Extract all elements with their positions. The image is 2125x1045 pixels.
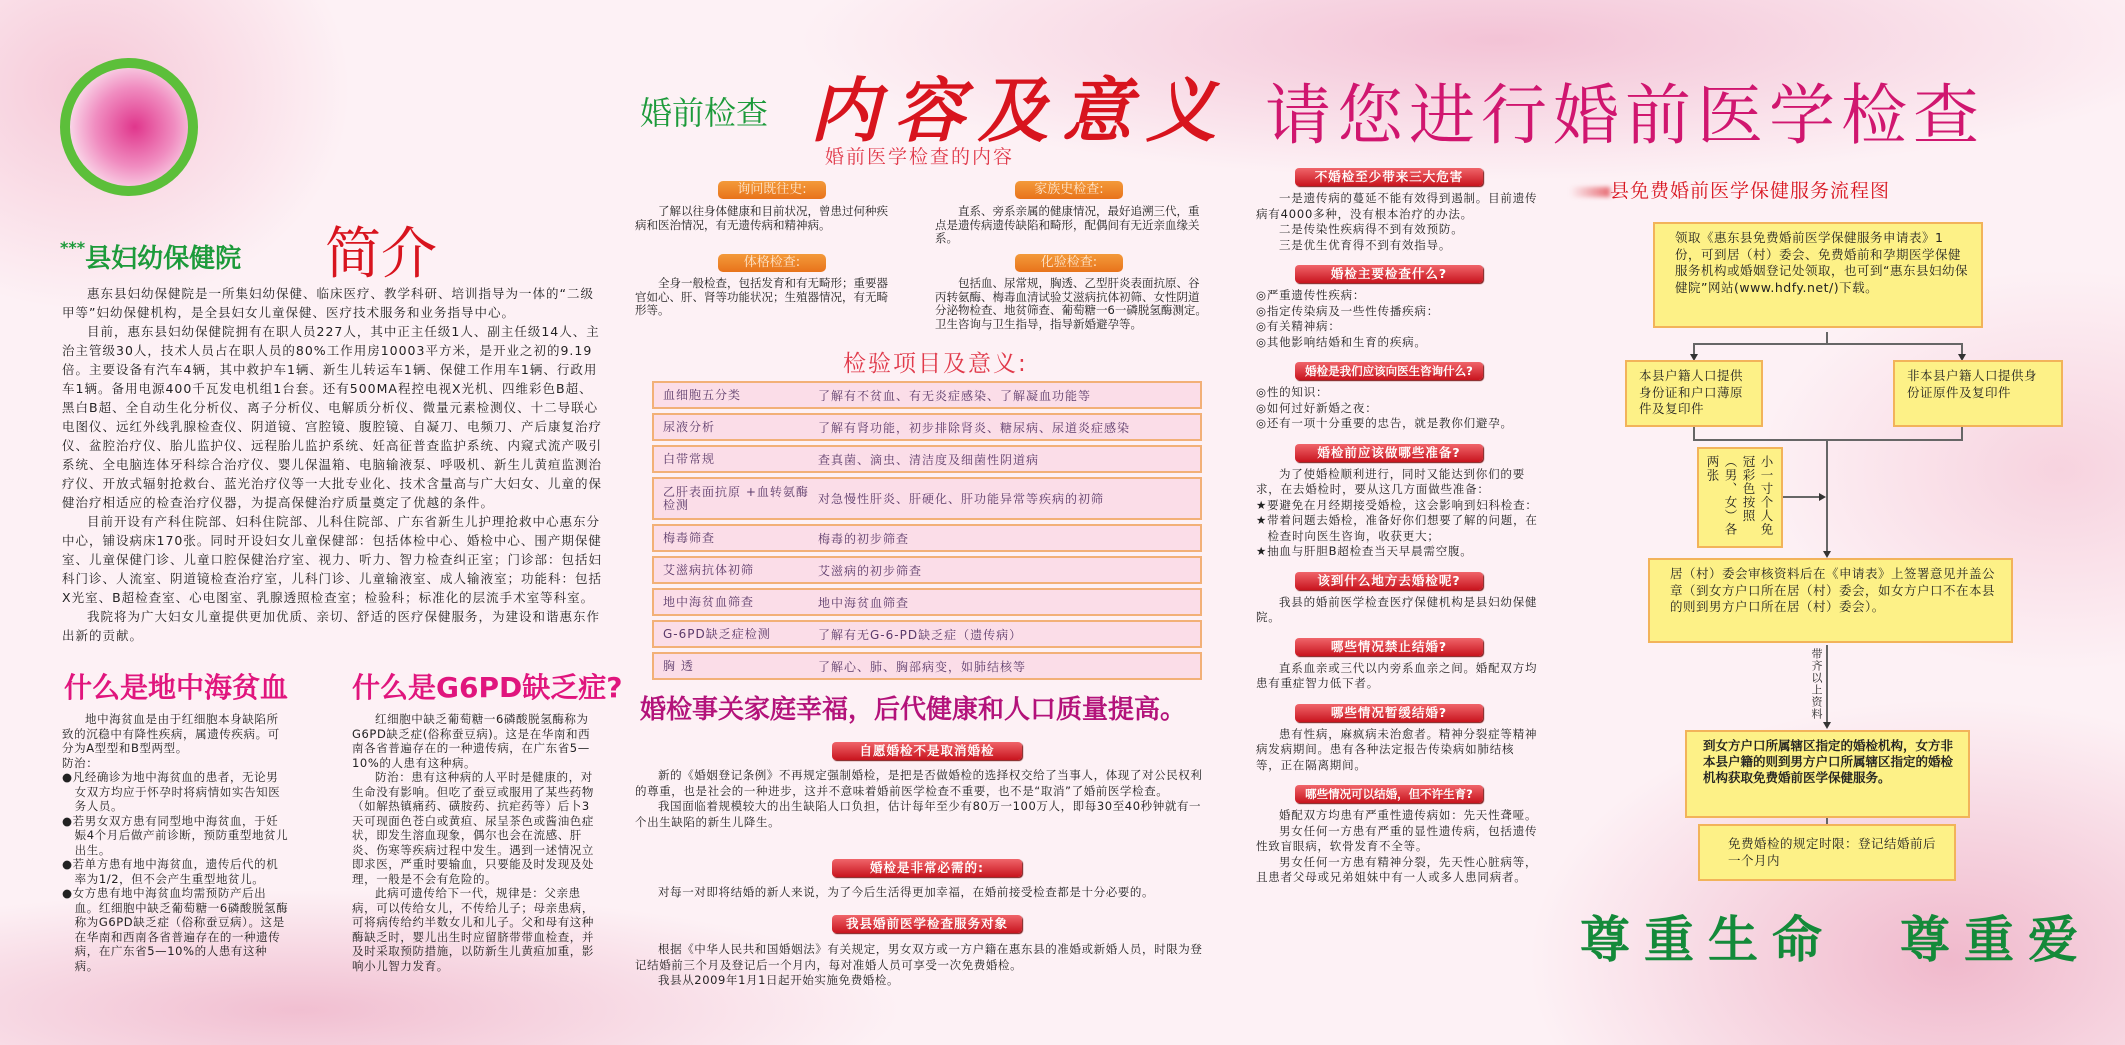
tag-physical: 体格检查: — [718, 254, 826, 272]
faq-tag: 该到什么地方去婚检呢? — [1295, 572, 1483, 590]
g6pd-paragraph: 红细胞中缺乏葡萄糖一6磷酸脱氢酶称为G6PD缺乏症(俗称蚕豆病)。这是在华南和西南各省普遍存在的一种遗传病，在广东省5—10%的人患有这种病。 — [352, 712, 591, 770]
thalassemia-intro: 地中海贫血是由于红细胞本身缺陷所致的沉稳中有降性疾病，属遗传疾病。可分为A型型和B型两型。 — [62, 712, 280, 755]
headline: 请您进行婚前医学检查 — [1265, 77, 1985, 154]
arrow-right-icon — [1819, 493, 1826, 501]
thalassemia-title: 什么是地中海贫血 — [64, 671, 289, 704]
tag-history: 询问既往史: — [718, 181, 826, 199]
connector — [1693, 439, 1963, 441]
flow-nonlocal-residents: 非本县户籍人口提供身份证原件及复印件 — [1893, 360, 2063, 427]
flow-time-limit: 免费婚检的规定时限：登记结婚前后一个月内 — [1698, 824, 1956, 881]
connector — [1826, 645, 1828, 723]
meaning-cell: 梅毒的初步筛查 — [818, 531, 910, 546]
item-cell: 地中海贫血筛查 — [663, 594, 755, 609]
list-item: ● 女方患有地中海贫血均需预防产后出血。红细胞中缺乏葡萄糖一6磷酸脱氢酶称为G6PD缺乏症（俗称蚕豆病）。这是在华南和西南各省普遍存在的一种遗传病，在广东省5—10%的人患有这种病。 — [62, 886, 290, 973]
intro-paragraph: 惠东县妇幼保健院是一所集妇幼保健、临床医疗、教学科研、培训指导为一体的“二级甲等”妇幼保健机构，是全县妇女儿童保健、医疗技术服务和业务指导中心。 — [62, 286, 594, 320]
connector — [1693, 427, 1695, 439]
faq-line: 一是遗传病的蔓延不能有效得到遏制。目前遗传病有4000多种，没有根本治疗的办法。 — [1256, 191, 1538, 221]
hospital-name-text: 县妇幼保健院 — [85, 244, 242, 274]
table-row — [652, 652, 1202, 680]
slogan-respect-love: 尊重爱 — [1900, 911, 2092, 969]
notice-paragraph: 根据《中华人民共和国婚姻法》有关规定，男女双方或一方户籍在惠东县的准婚或新婚人员，时限为登记结婚前三个月及登记后一个月内，每对准婚人员可享受一次免费婚检。 — [635, 942, 1203, 972]
test-items-table — [652, 381, 1202, 684]
table-row — [652, 620, 1202, 648]
meaning-cell: 了解有无G-6-PD缺乏症（遗传病） — [818, 627, 1023, 642]
faq-line: 为了使婚检顺利进行，同时又能达到你们的要求，在去婚检时，要从这几方面做些准备： — [1256, 466, 1525, 496]
faq-line: 男女任何一方患有精神分裂，先天性心脏病等，且患者父母或兄弟姐妹中有一人或多人患同病者。 — [1256, 854, 1538, 884]
connector — [1961, 427, 1963, 439]
g6pd-title: 什么是G6PD缺乏症? — [352, 671, 623, 704]
intro-text — [62, 284, 602, 645]
notice-paragraph: 我县从2009年1月1日起开始实施免费婚检。 — [658, 973, 900, 987]
table-row — [652, 524, 1202, 552]
tag-lab: 化验检查: — [1015, 254, 1123, 272]
item-cell: 梅毒筛查 — [663, 530, 716, 545]
faq-column — [1256, 168, 1538, 898]
flow-title-text: 县免费婚前医学保健服务流程图 — [1610, 180, 1891, 202]
meaning-cell: 了解有不贫血、有无炎症感染、了解凝血功能等 — [818, 388, 1092, 403]
meaning-cell: 了解有肾功能，初步排除肾炎、糖尿病、尿道炎症感染 — [818, 420, 1131, 435]
notice-paragraph: 我国面临着规模较大的出生缺陷人口负担，估计每年至少有80万一100万人，即每30至40秒钟就有一个出生缺陷的新生儿降生。 — [635, 799, 1202, 829]
faq-line: 我县的婚前医学检查医疗保健机构是县妇幼保健院。 — [1256, 594, 1538, 624]
title-content-meaning: 内容及意义 — [810, 69, 1230, 152]
faq-line: ◎严重遗传性疾病： — [1256, 288, 1366, 302]
g6pd-paragraph: 防治：患有这种病的人平时是健康的，对生命没有影响。但吃了蚕豆或服用了某些药物（如解热镇痛药、磺胺药、抗疟药等）后卜3天可现面色苍白或黄疸、尿呈茶色或酱油色症状，即发生溶血现象，偶尔也会在流感、肝炎、伤寒等疾病过程中发生。遇到一述情况立即求医，严重时要输血，只要能及时发现及处理，一般是不会有危险的。 — [352, 770, 594, 886]
faq-tag: 婚检主要检查什么? — [1295, 265, 1483, 283]
intro-paragraph: 目前，惠东县妇幼保健院拥有在职人员227人，其中正主任级1人、副主任级14人、主治主管级30人，技术人员占在职人员的80%工作用房10003平方米，是开业之初的9.19倍。主要设备有汽车4辆，其中救护车1辆、新生儿转运车1辆、保健工作用车1辆、行政用车1辆。备用电源400千瓦发电机组1台套。还有500MA程控电视X光机、四维彩色B超、黑白B超、全自动生化分析仪、离子分析仪、电解质分析仪、微量元素检测仪、十二导联心电图仪、远红外线乳腺检查仪、阴道镜、宫腔镜、腹腔镜、自凝刀、电频刀、产后康复治疗仪、盆腔治疗仪、胎儿监护仪、远程胎儿监护系统、妊高征普查监护系统、内窥式流产吸引系统、全电脑连体牙科综合治疗仪、婴儿保温箱、电脑输液泵、呼吸机、新生儿黄疸监测治疗仪、开放式辐射抢救台、蓝光治疗仪等一大批专业化、技术含量高与广大妇女、儿童的保健治疗相适应的检查治疗仪器，为提高保健治疗质量奠定了优越的条件。 — [62, 324, 603, 510]
faq-line: ◎如何过好新婚之夜： — [1256, 400, 1378, 415]
blurred-county-name — [1570, 187, 1610, 197]
flow-photo-requirement: 小一寸个人免冠彩色按照（男、女）各两张 — [1697, 447, 1783, 548]
faq-tag: 不婚检至少带来三大危害 — [1295, 168, 1483, 186]
table-row — [652, 445, 1202, 473]
item-cell: 血细胞五分类 — [663, 387, 742, 402]
arrow-down-icon — [1823, 722, 1831, 729]
list-item: ● 凡经确诊为地中海贫血的患者，无论男女双方均应于怀孕时将病情如实告知医务人员。 — [62, 770, 290, 814]
content-subtitle: 婚前医学检查的内容 — [825, 146, 1015, 168]
faq-line: ◎其他影响结婚和生育的疾病。 — [1256, 334, 1427, 349]
notice-paragraph: 对每一对即将结婚的新人来说，为了今后生活得更加幸福，在婚前接受检查都是十分必要的。 — [658, 885, 1155, 899]
connector — [1826, 332, 1828, 343]
table-row — [652, 588, 1202, 616]
lab-text: 包括血、尿常规，胸透、乙型肝炎表面抗原、谷丙转氨酶、梅毒血清试验艾滋病抗体初筛、女性阴道分泌物检查、地贫筛查、葡萄糖一6一磷脱氢酶测定。卫生咨询与卫生指导，指导新婚避孕等。 — [935, 276, 1207, 331]
table-row — [652, 477, 1202, 520]
intro-paragraph: 目前开设有产科住院部、妇科住院部、儿科住院部、广东省新生儿护理抢救中心惠东分中心，铺设病床170张。同时开设妇女儿童保健部：包括体检中心、婚检中心、围产期保健室、儿童保健门诊、儿童口腔保健治疗室、视力、听力、智力检查纠正室；门诊部：包括妇科门诊、人流室、阴道镜检查治疗室，儿科门诊、儿童输液室、成人输液室；功能科：包括X光室、B超检查室、心电图室、乳腺透照检查室；检验科；标准化的层流手术室等科室。 — [62, 514, 603, 605]
faq-line: ◎还有一项十分重要的忠告，就是教你们避孕。 — [1256, 416, 1513, 430]
faq-line: 二是传染性疾病得不到有效预防。 — [1279, 222, 1464, 236]
faq-line: 直系血亲或三代以内旁系血亲之间。婚配双方均患有重症智力低下者。 — [1256, 660, 1538, 690]
faq-line: ◎指定传染病及一些性传播疾病： — [1256, 303, 1440, 318]
flow-title — [1570, 176, 1890, 203]
table-row — [652, 413, 1202, 441]
table-row — [652, 556, 1202, 584]
item-cell: 白带常规 — [663, 451, 716, 466]
item-cell: G-6PD缺乏症检测 — [663, 626, 771, 641]
tag-necessary: 婚检是非常必需的: — [832, 859, 1022, 877]
history-text: 了解以往身体健康和目前状况，曾患过何种疾病和医治情况，有无遗传病和精神病。 — [635, 204, 888, 232]
family-happiness-slogan: 婚检事关家庭幸福，后代健康和人口质量提高。 — [640, 695, 1187, 725]
faq-tag: 婚检前应该做哪些准备? — [1295, 444, 1483, 462]
faq-tag: 哪些情况禁止结婚? — [1295, 638, 1483, 656]
slogan-respect-life: 尊重生命 — [1580, 911, 1836, 969]
faq-line: 患有性病，麻疯病未治愈者。精神分裂症等精神病发病期间。患有各种法定报告传染病如肺结核等，正在隔离期间。 — [1256, 726, 1538, 772]
faq-line: ◎有关精神病： — [1256, 319, 1341, 333]
title-premarital-check: 婚前检查 — [640, 94, 769, 132]
g6pd-paragraph: 此病可遗传给下一代，规律是：父亲患病，可以传给女儿，不传给儿子；母亲患病，可将病传给约半数女儿和儿子。父和母有这种酶缺乏时，婴儿出生时应留脐带带血检查，并及时采取预防措施，以防新生儿黄疸加重，影响小儿智力发育。 — [352, 886, 594, 973]
tag-voluntary: 自愿婚检不是取消婚检 — [832, 742, 1022, 760]
faq-line: ◎性的知识： — [1256, 385, 1329, 399]
item-cell: 乙肝表面抗原 +血转氨酶检测 — [663, 484, 809, 512]
physical-text: 全身一般检查，包括发育和有无畸形；重要器官如心、肝、肾等功能状况；生殖器情况，有无畸形等。 — [635, 276, 888, 317]
faq-tag: 哪些情况暂缓结婚? — [1295, 704, 1483, 722]
faq-line: 婚配双方均患有严重性遗传病如：先天性聋哑。 — [1279, 808, 1538, 822]
faq-tag: 婚检是我们应该向医生咨询什么? — [1295, 362, 1483, 380]
hospital-logo — [60, 58, 198, 196]
tag-family-history: 家族史检查: — [1015, 181, 1123, 199]
intro-paragraph: 我院将为广大妇女儿童提供更加优质、亲切、舒适的医疗保健服务，为建设和谐惠东作出新的贡献。 — [62, 609, 601, 643]
meaning-cell: 艾滋病的初步筛查 — [818, 563, 923, 578]
faq-line: 三是优生优育得不到有效指导。 — [1279, 237, 1452, 252]
family-history-text: 直系、旁系亲属的健康情况，最好追溯三代，重点是遗传病遗传缺陷和畸形，配偶间有无近亲血缘关系。 — [935, 204, 1200, 245]
faq-line: ★要避免在月经期接受婚检，这会影响到妇科检查： — [1256, 497, 1538, 512]
intro-title: 简介 — [325, 222, 437, 287]
faq-line: ★带着问题去婚检，准备好你们想要了解的问题，在检查时向医生咨询，收获更大； — [1256, 513, 1538, 543]
flow-local-residents: 本县户籍人口提供身份证和户口薄原件及复印件 — [1625, 360, 1763, 427]
faq-tag: 哪些情况可以结婚，但不许生育? — [1295, 785, 1483, 803]
meaning-cell: 了解心、肺、胸部病变，如肺结核等 — [818, 659, 1027, 674]
flow-committee-review: 居（村）委会审核资料后在《申请表》上签署意见并盖公章（到女方户口所在居（村）委会，如女方户口不在本县的则到男方户口所在居（村）委会）。 — [1648, 558, 2013, 643]
connector — [1783, 496, 1821, 498]
list-item: ● 若男女双方患有同型地中海贫血，于妊娠4个月后做产前诊断，预防重型地贫儿出生。 — [62, 814, 290, 858]
flow-step-apply: 领取《惠东县免费婚前医学保健服务申请表》1份，可到居（村）委会、免费婚前和孕期医学保健服务机构或婚姻登记处领取，也可到“惠东县妇幼保健院”网站(www.hdfy.net/)下载。 — [1653, 222, 1983, 328]
prevention-label: 防治： — [62, 755, 99, 770]
connector — [1826, 439, 1828, 551]
item-cell: 胸 透 — [663, 658, 694, 673]
item-cell: 尿液分析 — [663, 419, 716, 434]
arrow-down-icon — [1823, 551, 1831, 558]
table-row — [652, 381, 1202, 409]
hospital-name-stars: *** — [60, 238, 86, 257]
notice-paragraph: 新的《婚姻登记条例》不再规定强制婚检，是把是否做婚检的选择权交给了当事人，体现了对公民权利的尊重，也是社会的一种进步，这并不意味着婚前医学检查不重要，也不是“取消”了婚前医学检查。 — [635, 768, 1203, 798]
faq-line: ★抽血与肝胆B超检查当天早晨需空腹。 — [1256, 544, 1473, 558]
tag-service-targets: 我县婚前医学检查服务对象 — [832, 915, 1022, 933]
meaning-cell: 查真菌、滴虫、清洁度及细菌性阴道病 — [818, 452, 1040, 467]
meaning-cell: 对急慢性肝炎、肝硬化、肝功能异常等疾病的初筛 — [818, 492, 1105, 506]
hospital-name — [60, 238, 241, 275]
table-title: 检验项目及意义: — [843, 351, 1028, 377]
faq-line: 男女任何一方患有严重的显性遗传病，包括遗传性致盲眼病，软骨发育不全等。 — [1256, 823, 1538, 853]
thalassemia-text — [62, 712, 290, 973]
flow-arrow-label: 带齐以上资料 — [1810, 648, 1823, 720]
connector — [1693, 343, 1961, 345]
g6pd-text — [352, 712, 594, 973]
meaning-cell: 地中海贫血筛查 — [818, 595, 910, 610]
flow-exam-institution: 到女方户口所属辖区指定的婚检机构，女方非本县户籍的则到男方户口所属辖区指定的婚检机构获取免费婚前医学保健服务。 — [1685, 730, 1970, 818]
list-item: ● 若单方患有地中海贫血，遗传后代的机率为1/2，但不会产生重型地贫儿。 — [62, 857, 290, 886]
item-cell: 艾滋病抗体初筛 — [663, 562, 755, 577]
